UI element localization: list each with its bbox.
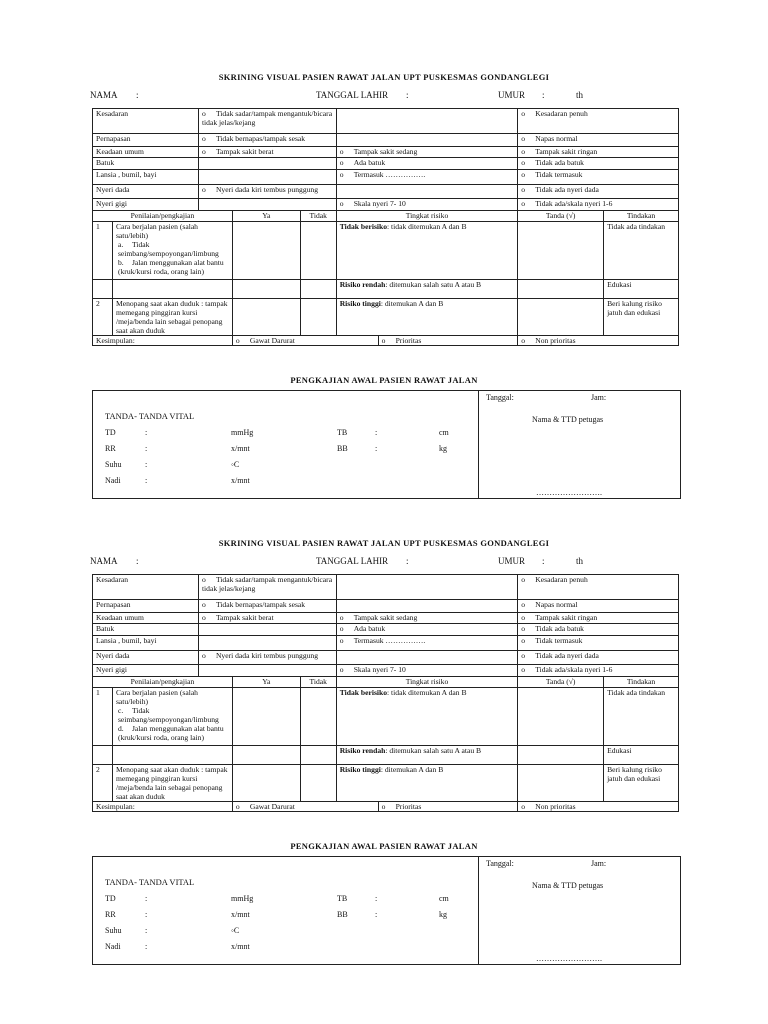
signature-line: ……………………. <box>536 488 602 497</box>
nama-colon: : <box>136 556 139 566</box>
screening-table <box>92 108 679 346</box>
th-unit: th <box>576 556 584 566</box>
tanda-cell-2[interactable] <box>518 280 604 299</box>
td-unit: mmHg <box>231 428 254 437</box>
suhu-colon: : <box>145 926 148 935</box>
form-title: SKRINING VISUAL PASIEN RAWAT JALAN UPT PUSKESMAS GONDANGLEGI <box>218 72 550 82</box>
tanggal-lahir-label: TANGGAL LAHIR <box>316 90 389 100</box>
ya-cell-1[interactable] <box>232 688 300 746</box>
umur-label: UMUR <box>498 90 526 100</box>
assessment-row-2: 2 Menopang saat akan duduk : tampak memegang pinggiran kursi /meja/benda lain sebagai penopang saat akan duduk Risiko tinggi: ditemukan A dan B Beri kalung risiko jatuh dan edukasi <box>93 765 679 802</box>
rr-unit: x/mnt <box>231 910 250 919</box>
tanda-cell-3[interactable] <box>518 299 604 336</box>
screening-form-1 <box>0 0 768 510</box>
row-pernapasan: Pernapasan o Tidak bernapas/tampak sesak o Napas normal <box>93 134 679 147</box>
tidak-cell-1[interactable] <box>300 688 336 746</box>
umur-colon: : <box>542 90 545 100</box>
row-kesadaran: Kesadaran o Tidak sadar/tampak mengantuk/bicara tidak jelas/kejang o Kesadaran penuh <box>93 575 679 600</box>
row-keadaan-umum: Keadaan umum o Tampak sakit berat o Tampak sakit sedang o Tampak sakit ringan <box>93 613 679 624</box>
tanggal-colon: : <box>406 556 409 566</box>
rr-label: RR <box>105 444 116 453</box>
row-batuk: Batuk o Ada batuk o Tidak ada batuk <box>93 624 679 636</box>
assessment-row-1: 1 Cara berjalan pasien (salah satu/lebih) a. Tidak seimbang/sempoyongan/limbung b. Jalan menggunakan alat bantu (kruk/kursi roda, orang lain) Tidak berisiko: tidak ditemukan A dan B Tidak ada tindakan <box>93 222 679 280</box>
tb-label: TB <box>337 894 348 903</box>
tidak-cell-2[interactable] <box>300 299 336 336</box>
kesimpulan-row: Kesimpulan: o Gawat Darurat o Prioritas o Non prioritas <box>93 802 679 812</box>
row-batuk: Batuk o Ada batuk o Tidak ada batuk <box>93 158 679 170</box>
row-lansia: Lansia , bumil, bayi o Termasuk ……………. o Tidak termasuk <box>93 170 679 185</box>
suhu-colon: : <box>145 460 148 469</box>
tanggal-label: Tanggal: <box>486 859 514 868</box>
kesimpulan-row: Kesimpulan: o Gawat Darurat o Prioritas o Non prioritas <box>93 336 679 346</box>
section-title-pengkajian: PENGKAJIAN AWAL PASIEN RAWAT JALAN <box>290 841 478 851</box>
tb-label: TB <box>337 428 348 437</box>
th-unit: th <box>576 90 584 100</box>
assessment-row-2: 2 Menopang saat akan duduk : tampak memegang pinggiran kursi /meja/benda lain sebagai penopang saat akan duduk Risiko tinggi: ditemukan A dan B Beri kalung risiko jatuh dan edukasi <box>93 299 679 336</box>
bb-label: BB <box>337 910 348 919</box>
bb-colon: : <box>375 910 378 919</box>
vital-heading: TANDA- TANDA VITAL <box>105 877 195 887</box>
ya-cell-1[interactable] <box>232 222 300 280</box>
tb-unit: cm <box>439 894 449 903</box>
row-nyeri-dada: Nyeri dada o Nyeri dada kiri tembus punggung o Tidak ada nyeri dada <box>93 185 679 199</box>
assessment-row-risk-low: Risiko rendah: ditemukan salah satu A atau B Edukasi <box>93 280 679 299</box>
nadi-unit: x/mnt <box>231 476 250 485</box>
rr-colon: : <box>145 444 148 453</box>
nadi-colon: : <box>145 476 148 485</box>
option-gawat-darurat[interactable]: o Gawat Darurat <box>232 336 378 346</box>
td-unit: mmHg <box>231 894 254 903</box>
bb-unit: kg <box>439 444 447 453</box>
umur-colon: : <box>542 556 545 566</box>
rr-label: RR <box>105 910 116 919</box>
vital-heading: TANDA- TANDA VITAL <box>105 411 195 421</box>
ttd-label: Nama & TTD petugas <box>532 415 604 424</box>
tanggal-lahir-label: TANGGAL LAHIR <box>316 556 389 566</box>
tidak-cell-2[interactable] <box>300 765 336 802</box>
tanggal-label: Tanggal: <box>486 393 514 402</box>
form-title: SKRINING VISUAL PASIEN RAWAT JALAN UPT PUSKESMAS GONDANGLEGI <box>218 538 550 548</box>
jam-label: Jam: <box>591 859 607 868</box>
nadi-label: Nadi <box>105 476 121 485</box>
bb-colon: : <box>375 444 378 453</box>
assessment-row-risk-low: Risiko rendah: ditemukan salah satu A atau B Edukasi <box>93 746 679 765</box>
rr-colon: : <box>145 910 148 919</box>
row-nyeri-dada: Nyeri dada o Nyeri dada kiri tembus punggung o Tidak ada nyeri dada <box>93 651 679 665</box>
assessment-header-row: Penilaian/pengkajian Ya Tidak Tingkat risiko Tanda (√) Tindakan <box>93 211 679 222</box>
td-label: TD <box>105 894 116 903</box>
suhu-unit: ◦C <box>231 460 240 469</box>
td-label: TD <box>105 428 116 437</box>
section-title-pengkajian: PENGKAJIAN AWAL PASIEN RAWAT JALAN <box>290 375 478 385</box>
screening-form-2 <box>0 466 768 976</box>
bb-unit: kg <box>439 910 447 919</box>
suhu-label: Suhu <box>105 460 122 469</box>
option-non-prioritas[interactable]: o Non prioritas <box>518 336 679 346</box>
tanda-cell-1[interactable] <box>518 688 604 746</box>
vital-signs-box <box>92 856 681 965</box>
td-colon: : <box>145 428 148 437</box>
tanggal-colon: : <box>406 90 409 100</box>
nama-label: NAMA <box>90 556 118 566</box>
signature-line: ……………………. <box>536 954 602 963</box>
umur-label: UMUR <box>498 556 526 566</box>
tanda-cell-3[interactable] <box>518 765 604 802</box>
option-gawat-darurat[interactable]: o Gawat Darurat <box>232 802 378 812</box>
ya-cell-2[interactable] <box>232 299 300 336</box>
option-prioritas[interactable]: o Prioritas <box>378 802 518 812</box>
row-keadaan-umum: Keadaan umum o Tampak sakit berat o Tampak sakit sedang o Tampak sakit ringan <box>93 147 679 158</box>
row-lansia: Lansia , bumil, bayi o Termasuk ……………. o Tidak termasuk <box>93 636 679 651</box>
row-nyeri-gigi: Nyeri gigi o Skala nyeri 7- 10 o Tidak ada/skala nyeri 1-6 <box>93 665 679 677</box>
jam-label: Jam: <box>591 393 607 402</box>
assessment-header-row: Penilaian/pengkajian Ya Tidak Tingkat risiko Tanda (√) Tindakan <box>93 677 679 688</box>
nadi-unit: x/mnt <box>231 942 250 951</box>
tb-unit: cm <box>439 428 449 437</box>
tb-colon: : <box>375 428 378 437</box>
row-kesadaran: Kesadaran o Tidak sadar/tampak mengantuk/bicara tidak jelas/kejang o Kesadaran penuh <box>93 109 679 134</box>
identity-row <box>90 556 690 568</box>
ya-cell-2[interactable] <box>232 765 300 802</box>
ttd-label: Nama & TTD petugas <box>532 881 604 890</box>
screening-table <box>92 574 679 812</box>
bb-label: BB <box>337 444 348 453</box>
suhu-label: Suhu <box>105 926 122 935</box>
nadi-label: Nadi <box>105 942 121 951</box>
td-colon: : <box>145 894 148 903</box>
option-prioritas[interactable]: o Prioritas <box>378 336 518 346</box>
row-pernapasan: Pernapasan o Tidak bernapas/tampak sesak o Napas normal <box>93 600 679 613</box>
tb-colon: : <box>375 894 378 903</box>
row-nyeri-gigi: Nyeri gigi o Skala nyeri 7- 10 o Tidak ada/skala nyeri 1-6 <box>93 199 679 211</box>
nama-label: NAMA <box>90 90 118 100</box>
nadi-colon: : <box>145 942 148 951</box>
tidak-cell-1[interactable] <box>300 222 336 280</box>
signature-panel <box>478 857 681 964</box>
identity-row <box>90 90 690 102</box>
option-non-prioritas[interactable]: o Non prioritas <box>518 802 679 812</box>
tanda-cell-1[interactable] <box>518 222 604 280</box>
suhu-unit: ◦C <box>231 926 240 935</box>
assessment-row-1: 1 Cara berjalan pasien (salah satu/lebih) c. Tidak seimbang/sempoyongan/limbung d. Jalan menggunakan alat bantu (kruk/kursi roda, orang lain) Tidak berisiko: tidak ditemukan A dan B Tidak ada tindakan <box>93 688 679 746</box>
rr-unit: x/mnt <box>231 444 250 453</box>
nama-colon: : <box>136 90 139 100</box>
tanda-cell-2[interactable] <box>518 746 604 765</box>
